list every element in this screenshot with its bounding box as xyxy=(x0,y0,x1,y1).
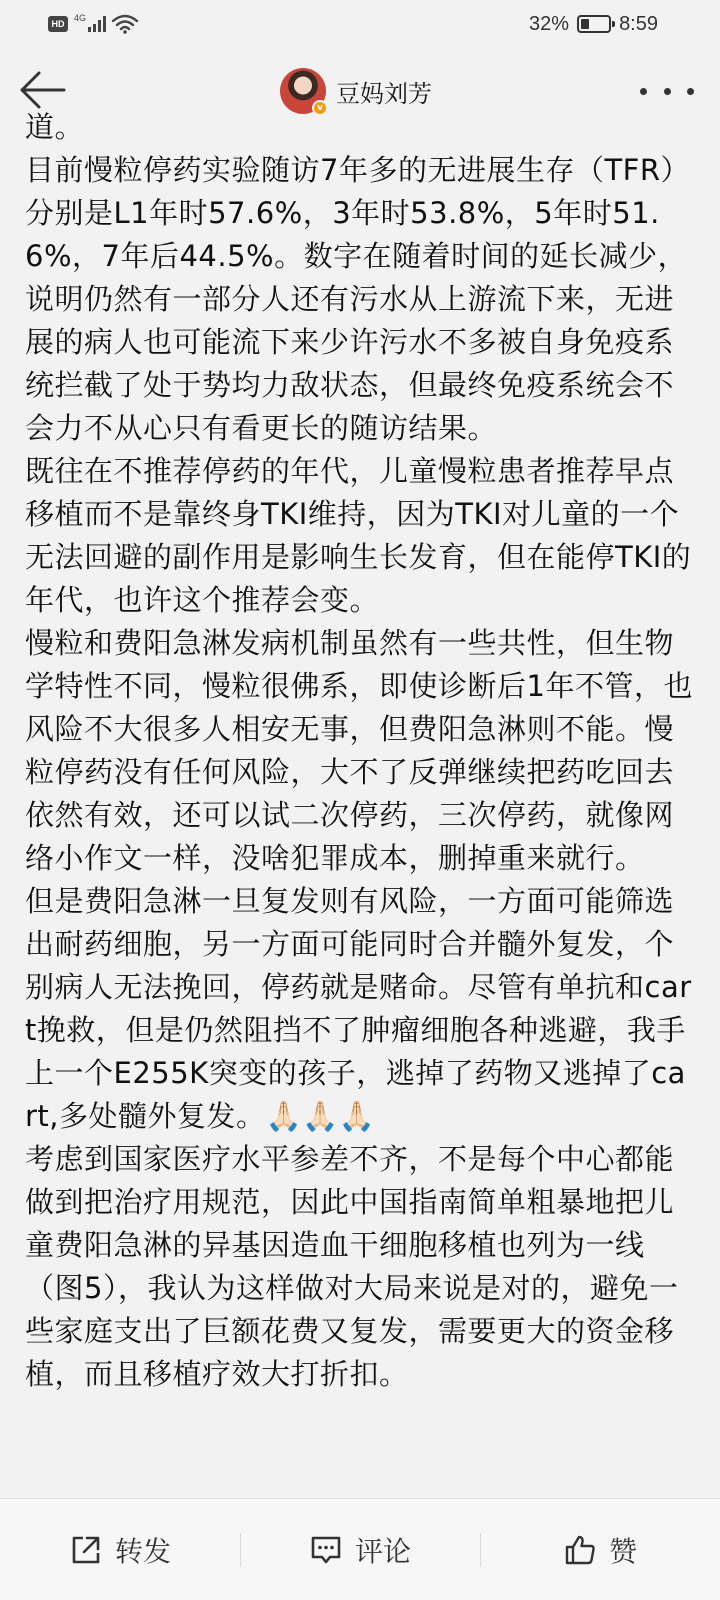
signal-icon xyxy=(88,16,106,32)
status-left xyxy=(48,12,138,36)
comment-icon xyxy=(309,1533,343,1567)
wifi-icon xyxy=(112,14,138,34)
network-type: 4G xyxy=(74,13,87,23)
more-dot-icon xyxy=(640,88,647,95)
repost-label: 转发 xyxy=(114,1534,171,1568)
hd-badge: HD xyxy=(48,16,68,32)
more-dot-icon xyxy=(664,88,671,95)
more-dot-icon xyxy=(687,88,694,95)
status-right xyxy=(529,10,658,38)
more-button[interactable] xyxy=(640,78,694,104)
article-body xyxy=(25,106,697,1396)
status-bar xyxy=(0,0,720,48)
paragraph: 考虑到国家医疗水平参差不齐，不是每个中心都能做到把治疗用规范，因此中国指南简单粗暴地把儿童费阳急淋的异基因造血干细胞移植也列为一线（图5），我认为这样做对大局来说是对的，避免一些家庭支出了巨额花费又复发，需要更大的资金移植，而且移植疗效大打折扣。 xyxy=(25,1142,679,1391)
author-name[interactable]: 豆妈刘芳 xyxy=(336,79,432,108)
paragraph: 道。 xyxy=(25,110,85,144)
clock: 8:59 xyxy=(619,12,658,35)
bottom-action-bar xyxy=(0,1498,720,1600)
paragraph: 目前慢粒停药实验随访7年多的无进展生存（TFR）分别是L1年时57.6%，3年时53.8%，5年时51.6%，7年后44.5%。数字在随着时间的延长减少，说明仍然有一部分人还有污水从上游流下来，无进展的病人也可能流下来少许污水不多被自身免疫系统拦截了处于势均力敌状态，但最终免疫系统会不会力不从心只有看更长的随访结果。 xyxy=(25,153,690,445)
paragraph: 既往在不推荐停药的年代，儿童慢粒患者推荐早点移植而不是靠终身TKI维持，因为TKI对儿童的一个无法回避的副作用是影响生长发育，但在能停TKI的年代，也许这个推荐会变。 xyxy=(25,454,692,617)
share-icon xyxy=(69,1533,103,1567)
paragraph: 慢粒和费阳急淋发病机制虽然有一些共性，但生物学特性不同，慢粒很佛系，即使诊断后1年不管，也风险不大很多人相安无事，但费阳急淋则不能。慢粒停药没有任何风险，大不了反弹继续把药吃回去依然有效，还可以试二次停药，三次停药，就像网络小作文一样，没啥犯罪成本，删掉重来就行。 xyxy=(25,626,693,875)
comment-button[interactable] xyxy=(240,1499,480,1600)
repost-button[interactable] xyxy=(0,1499,240,1600)
like-button[interactable] xyxy=(480,1499,720,1600)
battery-percent: 32% xyxy=(529,12,570,35)
paragraph: 但是费阳急淋一旦复发则有风险，一方面可能筛选出耐药细胞，另一方面可能同时合并髓外复发，个别病人无法挽回，停药就是赌命。尽管有单抗和cart挽救，但是仍然阻挡不了肿瘤细胞各种逃避，我手上一个E255K突变的孩子，逃掉了药物又逃掉了cart,多处髓外复发。🙏🏻🙏🏻🙏🏻 xyxy=(25,884,692,1133)
thumbs-up-icon xyxy=(563,1533,597,1567)
verified-badge-icon: v xyxy=(312,100,328,116)
post-content[interactable] xyxy=(0,110,720,1498)
comment-label: 评论 xyxy=(354,1534,411,1568)
battery-fill xyxy=(581,19,589,29)
battery-icon xyxy=(577,15,611,33)
like-label: 赞 xyxy=(608,1534,637,1568)
arrow-left-icon xyxy=(17,70,67,110)
